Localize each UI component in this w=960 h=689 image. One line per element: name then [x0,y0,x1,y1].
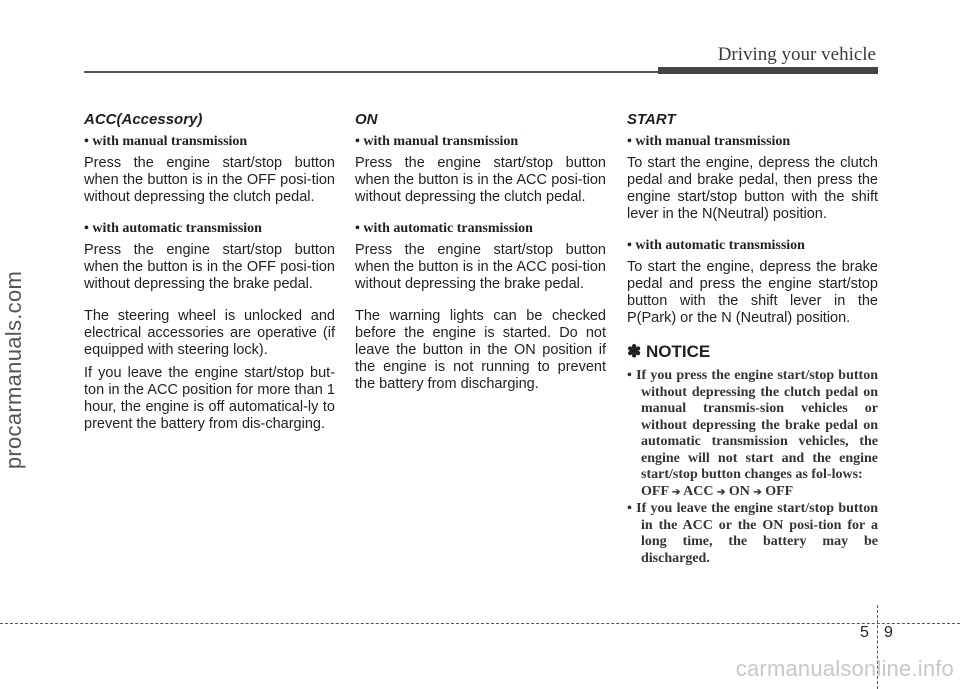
side-watermark: procarmanuals.com [1,270,26,470]
paragraph: Press the engine start/stop button when the button is in the OFF posi-tion without depressing the brake pedal. [84,242,335,292]
state-off: OFF [641,483,669,499]
paragraph: To start the engine, depress the clutch pedal and brake pedal, then press the engine start/stop button with the shift lever in the N(Neutral) position. [627,155,878,222]
notice-list [627,368,878,567]
column-on [355,111,606,408]
bullet-automatic: • with automatic transmission [84,221,262,236]
paragraph: The warning lights can be checked before the engine is started. Do not leave the button in the ON position if the engine is not running to prevent the battery from discharging. [355,308,606,392]
state-sequence [641,484,878,502]
bullet-automatic: • with automatic transmission [627,238,805,253]
column-acc [84,111,335,448]
column-start [627,111,878,567]
notice-item-text: • If you press the engine start/stop button without depressing the clutch pedal on manual transmis-sion vehicles or without depressing the brake pedal on automatic transmission vehicles, the engine will not start and the engine start/stop button changes as fol-lows: [627,368,878,482]
header-title: Driving your vehicle [717,44,876,65]
arrow-right-icon: ➔ [671,486,681,498]
paragraph: The steering wheel is unlocked and electrical accessories are operative (if equipped with steering lock). [84,308,335,358]
notice-title: ✽ NOTICE [627,342,711,361]
bullet-automatic: • with automatic transmission [355,221,533,236]
paragraph: Press the engine start/stop button when the button is in the ACC posi-tion without depressing the brake pedal. [355,242,606,292]
paragraph: To start the engine, depress the brake pedal and press the engine start/stop button with the shift lever in the P(Park) or the N (Neutral) position. [627,259,878,326]
section-heading-acc: ACC(Accessory) [84,111,203,128]
arrow-right-icon: ➔ [716,486,726,498]
state-on: ON [728,483,750,499]
notice-item [627,368,878,501]
arrow-right-icon: ➔ [753,486,762,498]
section-heading-on: ON [355,111,378,128]
header-rule-thick [658,67,878,74]
notice-item: • If you leave the engine start/stop button in the ACC or the ON posi-tion for a long time, the battery may be discharged. [627,501,878,566]
header-rule-thin [84,71,660,73]
footer-rule [0,623,960,624]
section-heading-start: START [627,111,676,128]
state-acc: ACC [683,483,714,499]
paragraph: Press the engine start/stop button when the button is in the OFF posi-tion without depressing the clutch pedal. [84,155,335,205]
state-off: OFF [765,483,794,499]
paragraph: Press the engine start/stop button when the button is in the ACC posi-tion without depressing the clutch pedal. [355,155,606,205]
bullet-manual: • with manual transmission [355,134,519,149]
page-number: 9 [884,624,893,641]
bottom-watermark: carmanualsonline.info [735,656,954,681]
page-chapter: 5 [860,624,869,641]
bullet-manual: • with manual transmission [627,134,791,149]
bullet-manual: • with manual transmission [84,134,248,149]
paragraph: If you leave the engine start/stop but-ton in the ACC position for more than 1 hour, the engine is off automatical-ly to prevent the battery from dis-charging. [84,365,335,432]
